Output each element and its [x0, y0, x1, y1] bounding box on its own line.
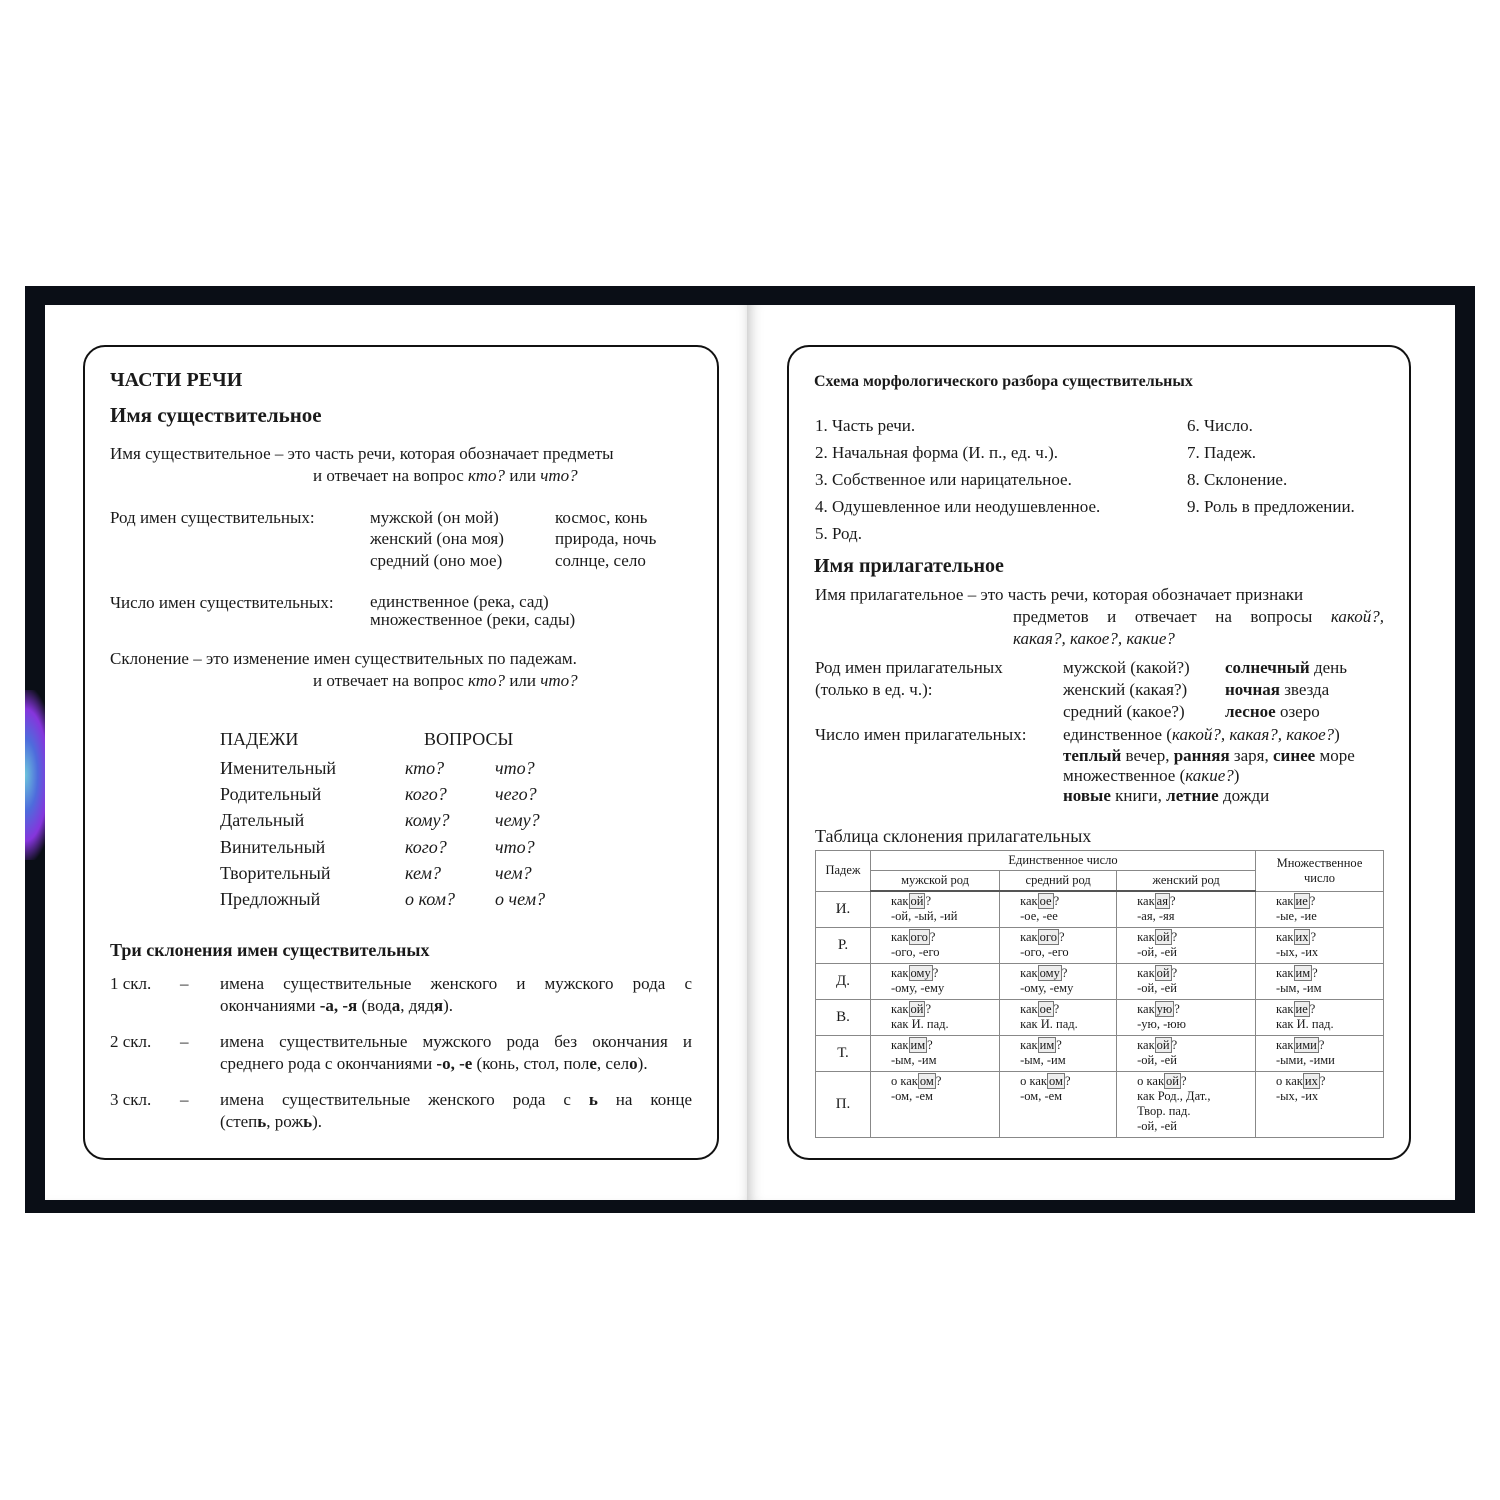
word-stem: как: [1137, 894, 1155, 908]
word-stem: как: [1020, 1038, 1038, 1052]
text: что?: [540, 671, 578, 690]
question-mark: ?: [925, 894, 932, 908]
question-word: [1020, 930, 1110, 945]
table-row: [816, 891, 1384, 928]
adj-number-singular: [1063, 725, 1340, 745]
question-word: [1137, 894, 1249, 909]
text: дожди: [1218, 786, 1270, 805]
ending-box: ого: [1039, 930, 1057, 944]
table-cell: [1256, 891, 1384, 928]
ending-box: ой: [1156, 1038, 1170, 1052]
table-cell: [871, 1072, 1000, 1138]
adj-definition-line1: Имя прилагательное – это часть речи, которая обозначает признаки: [815, 585, 1304, 604]
case-cell: Д.: [816, 964, 871, 1000]
header-neuter: средний род: [1000, 871, 1117, 892]
table-cell: [1117, 1072, 1256, 1138]
text: какой?,: [1330, 607, 1384, 626]
question-mark: ?: [1061, 966, 1068, 980]
question-word: [891, 1002, 993, 1017]
declension-table-title: Таблица склонения прилагательных: [815, 826, 1092, 846]
table-cell: [1256, 1000, 1384, 1036]
ending-box: ая: [1156, 894, 1168, 908]
noun-heading: Имя существительное: [110, 403, 322, 427]
adj-gender-example: [1225, 680, 1329, 700]
case-question-inanimate: чему?: [495, 810, 540, 831]
question-word: [1137, 1002, 1249, 1017]
scheme-item: 4. Одушевленное или неодушевленное.: [815, 497, 1101, 516]
case-question-inanimate: о чем?: [495, 889, 546, 909]
scheme-item: 1. Часть речи.: [815, 416, 916, 435]
adj-example-noun: день: [1309, 658, 1348, 677]
ending-box: им: [1039, 1038, 1055, 1052]
case-question-animate: кого?: [405, 836, 447, 857]
number-item: единственное (река, сад): [370, 592, 549, 611]
case-name: Дательный: [220, 810, 305, 831]
case-cell: В.: [816, 1000, 871, 1036]
text: ): [1233, 766, 1240, 785]
questions-header: ВОПРОСЫ: [424, 729, 514, 749]
adj-gender-item: женский (какая?): [1063, 680, 1188, 699]
ending-box: ое: [1039, 894, 1052, 908]
ending-box: ом: [1049, 1074, 1063, 1088]
adjective-heading: Имя прилагательное: [814, 555, 1004, 577]
text: , дяд: [400, 996, 434, 1015]
question-mark: ?: [932, 966, 939, 980]
text: (конь, стол, пол: [472, 1054, 590, 1073]
table-cell: [1117, 928, 1256, 964]
table-cell: [1000, 1000, 1117, 1036]
text: и отвечает на вопрос: [313, 466, 469, 485]
adj-example-word: солнечный: [1225, 658, 1310, 677]
text: что?: [540, 466, 578, 485]
ending: о: [629, 1054, 638, 1073]
word-stem: о как: [891, 1074, 918, 1088]
adj-gender-label: (только в ед. ч.):: [815, 680, 933, 699]
text: окончаниями: [220, 996, 320, 1015]
case-question-animate: кем?: [405, 862, 441, 883]
table-cell: [871, 1000, 1000, 1036]
text: , рож: [266, 1112, 304, 1131]
gender-example: космос, конь: [555, 508, 648, 527]
word-stem: как: [891, 1002, 909, 1016]
ending-note: -ом, -ем: [891, 1089, 933, 1103]
text: ).: [443, 996, 453, 1015]
gender-item: женский (она моя): [370, 529, 504, 548]
question-word: [1276, 1038, 1377, 1053]
ending-note: как И. пад.: [1020, 1017, 1078, 1031]
text: множественное (: [1063, 766, 1186, 785]
table-cell: [1117, 1000, 1256, 1036]
ending-note: -ому, -ему: [891, 981, 945, 995]
table-row: [816, 1000, 1384, 1036]
ending-box: их: [1295, 930, 1309, 944]
case-name: Творительный: [220, 862, 331, 883]
decl-dash: –: [180, 1032, 189, 1051]
ending: е: [589, 1054, 597, 1073]
text: ): [1334, 725, 1340, 744]
word-stem: как: [1020, 930, 1038, 944]
word-stem: как: [891, 1038, 909, 1052]
word-stem: как: [891, 930, 909, 944]
adj-number-plural: [1063, 766, 1239, 786]
question-word: [1020, 894, 1110, 909]
word-stem: как: [1137, 966, 1155, 980]
text: какие?: [1185, 766, 1234, 785]
text: (вод: [357, 996, 392, 1015]
question-mark: ?: [1053, 1002, 1060, 1016]
gender-example: природа, ночь: [555, 529, 657, 548]
ending-note: -ую, -юю: [1137, 1017, 1186, 1031]
table-cell: [871, 928, 1000, 964]
question-mark: ?: [1309, 1002, 1316, 1016]
ending-box: ой: [910, 894, 924, 908]
ending-note: -ым, -им: [891, 1053, 937, 1067]
adj-gender-example: [1225, 702, 1320, 722]
question-word: [1276, 1074, 1377, 1089]
decl-text: имена существительные женского и мужского рода с: [220, 974, 692, 993]
question-word: [1020, 1002, 1110, 1017]
question-mark: ?: [1171, 966, 1178, 980]
gender-item: мужской (он мой): [370, 508, 499, 527]
ending-note: -ых, -их: [1276, 945, 1319, 959]
scheme-item: 9. Роль в предложении.: [1187, 497, 1355, 516]
adj-gender-label: Род имен прилагательных: [815, 658, 1003, 677]
table-cell: [1000, 1072, 1117, 1138]
ending-box: ими: [1295, 1038, 1317, 1052]
table-cell: [1000, 928, 1117, 964]
text: синее: [1273, 746, 1316, 765]
question-mark: ?: [1318, 1038, 1325, 1052]
question-word: [891, 1038, 993, 1053]
header-feminine: женский род: [1117, 871, 1256, 892]
word-stem: как: [1020, 894, 1038, 908]
gender-item: средний (оно мое): [370, 551, 503, 570]
question-word: [1276, 966, 1377, 981]
table-row: [816, 1072, 1384, 1138]
question-word: [891, 930, 993, 945]
noun-gender-label: Род имен существительных:: [110, 508, 315, 527]
ending-box: ое: [1039, 1002, 1052, 1016]
question-mark: ?: [1053, 894, 1060, 908]
case-name: Именительный: [220, 758, 337, 778]
ending-note: Твор. пад.: [1137, 1104, 1191, 1118]
case-name: Предложный: [220, 889, 321, 909]
text: море: [1315, 746, 1355, 765]
ending-note: как Род., Дат.,: [1137, 1089, 1211, 1103]
table-cell: [1256, 964, 1384, 1000]
question-mark: ?: [1064, 1074, 1071, 1088]
table-cell: [1000, 964, 1117, 1000]
decl-text: [220, 1112, 322, 1132]
decl-label: 1 скл.: [110, 974, 152, 993]
ending-note: -ом, -ем: [1020, 1089, 1063, 1103]
text: какой?, какая?, какое?: [1171, 725, 1335, 744]
question-mark: ?: [929, 930, 936, 944]
adj-gender-item: средний (какое?): [1063, 702, 1185, 721]
adj-gender-example: [1225, 658, 1347, 678]
case-cell: Р.: [816, 928, 871, 964]
ending-box: ую: [1156, 1002, 1173, 1016]
word-stem: как: [1020, 966, 1038, 980]
table-cell: [1256, 928, 1384, 964]
question-mark: ?: [1319, 1074, 1326, 1088]
decl-label: 3 скл.: [110, 1090, 152, 1109]
adj-number-singular-examples: [1063, 746, 1355, 766]
scheme-item: 6. Число.: [1187, 416, 1253, 435]
text: или: [505, 466, 541, 485]
ending-note: -ой, -ей: [1137, 1053, 1177, 1067]
ending-note: как И. пад.: [891, 1017, 949, 1031]
gender-example: солнце, село: [555, 551, 646, 570]
header-masculine: мужской род: [871, 871, 1000, 892]
case-question-animate: о ком?: [405, 889, 456, 909]
table-cell: [1000, 1036, 1117, 1072]
section-title: ЧАСТИ РЕЧИ: [110, 369, 243, 391]
table-header-row: [816, 851, 1384, 871]
scheme-item: 8. Склонение.: [1187, 470, 1288, 489]
word-stem: как: [1276, 1038, 1294, 1052]
question-word: [1137, 1038, 1249, 1053]
case-question-inanimate: чего?: [495, 784, 537, 805]
table-cell: [1117, 891, 1256, 928]
decl-text: имена существительные мужского рода без окончания и: [220, 1032, 692, 1051]
table-cell: [871, 891, 1000, 928]
scheme-item: 3. Собственное или нарицательное.: [815, 470, 1072, 489]
text: теплый: [1063, 746, 1122, 765]
ending-note: -ая, -яя: [1137, 909, 1175, 923]
case-question-animate: кого?: [405, 784, 447, 805]
case-question-inanimate: чем?: [495, 862, 532, 883]
table-cell: [1256, 1072, 1384, 1138]
word-stem: о как: [1020, 1074, 1048, 1088]
question-word: [1276, 894, 1377, 909]
noun-number-label: Число имен существительных:: [110, 593, 334, 612]
word-stem: как: [1137, 1002, 1155, 1016]
text: летние: [1166, 786, 1219, 805]
number-item: множественное (реки, сады): [370, 610, 576, 629]
text: ).: [312, 1112, 323, 1131]
text: кто?: [468, 671, 506, 690]
noun-definition-line1: Имя существительное – это часть речи, которая обозначает предметы: [110, 444, 614, 463]
text: ).: [637, 1054, 648, 1073]
ending-note: -ой, -ый, -ий: [891, 909, 958, 923]
ending: -о, -е: [436, 1054, 473, 1073]
question-word: [1020, 1038, 1110, 1053]
word-stem: как: [1276, 966, 1294, 980]
question-mark: ?: [1171, 1038, 1178, 1052]
text: , сел: [596, 1054, 630, 1073]
table-cell: [1117, 964, 1256, 1000]
noun-definition-line2: [313, 466, 578, 486]
ending-box: им: [1295, 966, 1311, 980]
ending: -а, -я: [319, 996, 358, 1015]
ending-box: им: [910, 1038, 926, 1052]
ending-note: -ого, -его: [891, 945, 940, 959]
ending-box: ой: [1156, 966, 1170, 980]
table-row: [816, 1036, 1384, 1072]
ending: а: [391, 996, 401, 1015]
adj-gender-item: мужской (какой?): [1063, 658, 1190, 677]
case-question-inanimate: что?: [495, 836, 535, 857]
text: или: [505, 671, 541, 690]
text: кто?: [468, 466, 506, 485]
question-mark: ?: [1310, 930, 1317, 944]
question-mark: ?: [1056, 1038, 1062, 1052]
ending-note: -ым, -им: [1020, 1053, 1066, 1067]
ending-note: -ое, -ее: [1020, 909, 1058, 923]
case-question-animate: кому?: [405, 810, 450, 831]
ending-note: -ые, -ие: [1276, 908, 1317, 923]
text: имена существительные женского рода с: [220, 1090, 589, 1109]
ending-note: -ого, -его: [1020, 945, 1069, 959]
question-mark: ?: [1309, 893, 1316, 908]
ending-note: -ой, -ей: [1137, 945, 1177, 959]
word-stem: как: [1276, 1002, 1294, 1016]
case-question-animate: кто?: [405, 758, 445, 778]
adj-example-noun: звезда: [1279, 680, 1330, 699]
question-mark: ?: [1312, 966, 1318, 980]
question-word: [891, 1074, 993, 1089]
adjective-declension-table: [815, 850, 1384, 1138]
text: предметов и отвечает на вопросы: [1013, 607, 1331, 626]
question-word: [1020, 966, 1110, 981]
table-cell: [871, 964, 1000, 1000]
question-mark: ?: [1169, 894, 1176, 908]
ending: ь: [588, 1090, 598, 1109]
question-word: [891, 966, 993, 981]
word-stem: о как: [1276, 1074, 1303, 1088]
ending-box: ого: [910, 930, 928, 944]
text: и отвечает на вопрос: [313, 671, 469, 690]
text: среднего рода с окончаниями: [220, 1054, 437, 1073]
ending-note: -ому, -ему: [1020, 981, 1074, 995]
header-singular: Единственное число: [871, 851, 1256, 871]
adj-example-word: ночная: [1225, 680, 1280, 699]
word-stem: о как: [1137, 1074, 1165, 1088]
case-cell: И.: [816, 891, 871, 928]
decl-text: [220, 1054, 648, 1074]
cases-header: ПАДЕЖИ: [220, 729, 299, 749]
adj-number-plural-examples: [1063, 786, 1269, 806]
ending-note: -ых, -их: [1276, 1089, 1319, 1103]
question-word: [1137, 930, 1249, 945]
question-word: [1137, 1074, 1249, 1089]
case-question-inanimate: что?: [495, 758, 535, 778]
word-stem: как: [1137, 1038, 1155, 1052]
decl-dash: –: [180, 1090, 189, 1109]
declension-definition-line2: [313, 671, 578, 691]
text: единственное (: [1063, 725, 1172, 744]
text: заря,: [1229, 746, 1273, 765]
table-cell: [1117, 1036, 1256, 1072]
decl-text: [220, 996, 453, 1016]
adj-definition-line2: [1013, 607, 1384, 627]
question-mark: ?: [1171, 930, 1178, 944]
ending-note: -ой, -ей: [1137, 1119, 1177, 1133]
ending-box: ом: [919, 1074, 934, 1088]
ending-note: -ыми, -ими: [1276, 1053, 1335, 1067]
text: вечер,: [1121, 746, 1174, 765]
scheme-item: 5. Род.: [815, 524, 862, 543]
case-cell: П.: [816, 1072, 871, 1138]
three-declensions-heading: Три склонения имен существительных: [110, 940, 430, 960]
ending-box: ому: [1039, 966, 1060, 980]
text: ранняя: [1173, 746, 1230, 765]
ending-box: ой: [1166, 1074, 1179, 1088]
word-stem: как: [1020, 1002, 1038, 1016]
ending: ь: [303, 1112, 313, 1131]
ending-box: ой: [910, 1002, 924, 1016]
declension-definition-line1: Склонение – это изменение имен существительных по падежам.: [110, 649, 577, 668]
adj-definition-line3: какая?, какое?, какие?: [1013, 629, 1175, 648]
question-word: [1276, 1002, 1377, 1017]
table-body: [816, 891, 1384, 1138]
ending-box: ие: [1295, 1002, 1308, 1016]
question-mark: ?: [935, 1074, 942, 1088]
adj-example-word: лесное: [1225, 702, 1276, 721]
ending-box: ому: [910, 966, 931, 980]
decl-dash: –: [180, 974, 189, 993]
ending: я: [433, 996, 444, 1015]
case-name: Винительный: [220, 836, 326, 857]
question-mark: ?: [927, 1038, 933, 1052]
question-mark: ?: [1180, 1074, 1187, 1088]
header-plural: Множественное число: [1256, 851, 1384, 892]
case-cell: Т.: [816, 1036, 871, 1072]
scheme-item: 7. Падеж.: [1187, 443, 1257, 462]
word-stem: как: [1137, 930, 1155, 944]
table-row: [816, 928, 1384, 964]
question-mark: ?: [925, 1002, 932, 1016]
ending-note: -ым, -им: [1276, 981, 1322, 995]
word-stem: как: [891, 966, 909, 980]
question-word: [891, 894, 993, 909]
question-word: [1137, 966, 1249, 981]
decl-label: 2 скл.: [110, 1032, 152, 1051]
ending: ь: [257, 1112, 267, 1131]
text: новые: [1063, 786, 1111, 805]
decl-text: [220, 1090, 692, 1110]
table-cell: [1000, 891, 1117, 928]
morph-scheme-title: Схема морфологического разбора существительных: [814, 373, 1193, 390]
question-word: [1020, 1074, 1110, 1089]
adj-example-noun: озеро: [1275, 702, 1320, 721]
ending-box: ие: [1295, 893, 1308, 908]
question-mark: ?: [1058, 930, 1065, 944]
table-cell: [871, 1036, 1000, 1072]
case-name: Родительный: [220, 784, 322, 805]
table-cell: [1256, 1036, 1384, 1072]
table-row: [816, 964, 1384, 1000]
word-stem: как: [1276, 893, 1294, 908]
scheme-item: 2. Начальная форма (И. п., ед. ч.).: [815, 443, 1058, 462]
text: книги,: [1110, 786, 1167, 805]
question-mark: ?: [1174, 1002, 1180, 1016]
header-case: Падеж: [816, 851, 871, 892]
ending-note: -ой, -ей: [1137, 981, 1177, 995]
text: (степ: [220, 1112, 258, 1131]
ending-box: их: [1304, 1074, 1318, 1088]
question-word: [1276, 930, 1377, 945]
word-stem: как: [1276, 930, 1294, 944]
word-stem: как: [891, 894, 909, 908]
text: на конце: [597, 1090, 692, 1109]
adj-number-label: Число имен прилагательных:: [815, 725, 1027, 744]
ending-box: ой: [1156, 930, 1170, 944]
ending-note: как И. пад.: [1276, 1017, 1334, 1031]
